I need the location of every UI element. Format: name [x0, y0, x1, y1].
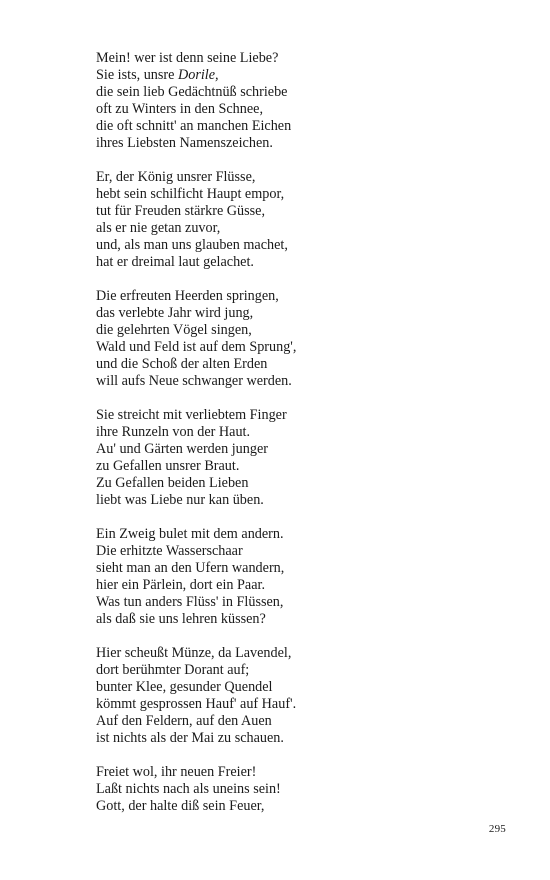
- verse-line: Laßt nichts nach als uneins sein!: [96, 781, 281, 797]
- verse-line: dort berühmter Dorant auf;: [96, 662, 250, 678]
- verse-line: Was tun anders Flüss' in Flüssen,: [96, 594, 284, 610]
- verse-line: Freiet wol, ihr neuen Freier!: [96, 764, 257, 780]
- verse-line: die oft schnitt' an manchen Eichen: [96, 118, 292, 134]
- stanza: [96, 50, 496, 152]
- verse-line: die gelehrten Vögel singen,: [96, 322, 252, 338]
- verse-line: ihre Runzeln von der Haut.: [96, 424, 251, 440]
- verse-line: tut für Freuden stärkre Güsse,: [96, 203, 266, 219]
- verse-line: ihres Liebsten Namenszeichen.: [96, 135, 273, 151]
- verse-line: sieht man an den Ufern wandern,: [96, 560, 285, 576]
- verse-line: das verlebte Jahr wird jung,: [96, 305, 254, 321]
- stanza: [96, 764, 496, 815]
- italic-name: Dorile,: [177, 67, 219, 83]
- verse-line: Die erhitzte Wasserschaar: [96, 543, 243, 559]
- verse-line: Au' und Gärten werden junger: [96, 441, 268, 457]
- verse-line: ist nichts als der Mai zu schauen.: [96, 730, 284, 746]
- verse-line: Auf den Feldern, auf den Auen: [96, 713, 272, 729]
- verse-line: Wald und Feld ist auf dem Sprung',: [96, 339, 297, 355]
- verse-line-text: Sie ists, unsre: [96, 67, 178, 83]
- stanza: [96, 169, 496, 271]
- verse-line: oft zu Winters in den Schnee,: [96, 101, 264, 117]
- verse-line: hebt sein schilficht Haupt empor,: [96, 186, 285, 202]
- verse-line: liebt was Liebe nur kan üben.: [96, 492, 264, 508]
- verse-line: kömmt gesprossen Hauf' auf Hauf'.: [96, 696, 297, 712]
- verse-line: will aufs Neue schwanger werden.: [96, 373, 292, 389]
- verse-line: und, als man uns glauben machet,: [96, 237, 288, 253]
- verse-line: bunter Klee, gesunder Quendel: [96, 679, 273, 695]
- stanza: [96, 645, 496, 747]
- stanza: [96, 407, 496, 509]
- verse-line: Gott, der halte diß sein Feuer,: [96, 798, 265, 814]
- verse-line: als daß sie uns lehren küssen?: [96, 611, 266, 627]
- verse-line: Mein! wer ist denn seine Liebe?: [96, 50, 279, 66]
- verse-line: hier ein Pärlein, dort ein Paar.: [96, 577, 266, 593]
- verse-line: Hier scheußt Münze, da Lavendel,: [96, 645, 292, 661]
- verse-line: Zu Gefallen beiden Lieben: [96, 475, 249, 491]
- verse-line: als er nie getan zuvor,: [96, 220, 221, 236]
- verse-line: und die Schoß der alten Erden: [96, 356, 268, 372]
- verse-line: die sein lieb Gedächtnüß schriebe: [96, 84, 288, 100]
- verse-line: hat er dreimal laut gelachet.: [96, 254, 254, 270]
- verse-line: zu Gefallen unsrer Braut.: [96, 458, 240, 474]
- page-number: 295: [488, 823, 506, 835]
- verse-line: Sie streicht mit verliebtem Finger: [96, 407, 287, 423]
- verse-line: Ein Zweig bulet mit dem andern.: [96, 526, 284, 542]
- verse-line: [96, 67, 496, 84]
- verse-line: Er, der König unsrer Flüsse,: [96, 169, 256, 185]
- stanza: [96, 526, 496, 628]
- poem-text: [96, 50, 496, 832]
- verse-line: Die erfreuten Heerden springen,: [96, 288, 279, 304]
- stanza: [96, 288, 496, 390]
